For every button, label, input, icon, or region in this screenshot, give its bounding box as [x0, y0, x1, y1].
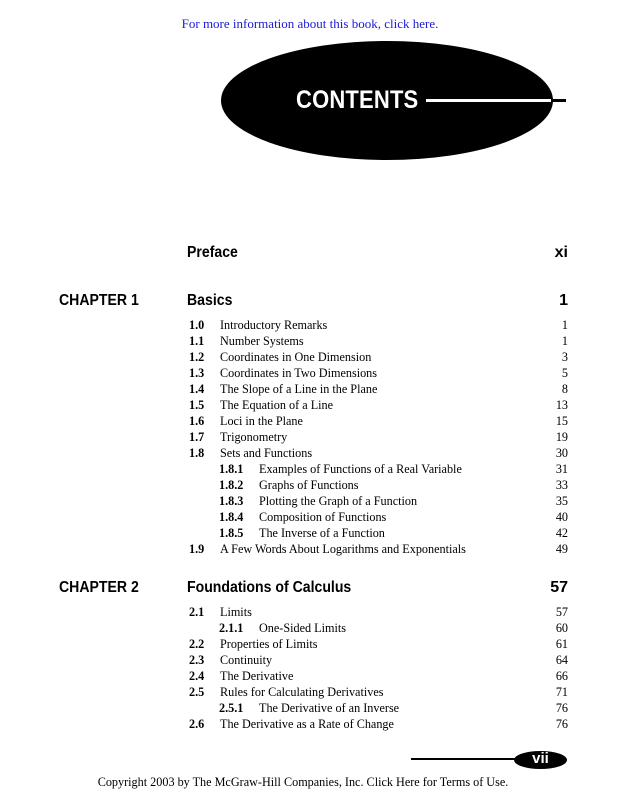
banner-rule-end	[551, 99, 566, 102]
chapter-title: Basics	[187, 292, 233, 309]
section-number: 1.1	[189, 334, 205, 348]
section-number: 2.1	[189, 605, 205, 619]
section-title: Plotting the Graph of a Function	[259, 494, 418, 508]
section-page: 1	[561, 334, 568, 348]
section-title: The Derivative of an Inverse	[259, 701, 400, 715]
toc-entry[interactable]	[0, 510, 620, 526]
toc-entry[interactable]	[0, 669, 620, 685]
section-page: 61	[555, 637, 568, 651]
section-title: Graphs of Functions	[259, 478, 359, 492]
chapter-page: 1	[559, 292, 568, 309]
section-number: 2.5.1	[219, 701, 244, 715]
section-number: 1.8.3	[219, 494, 244, 508]
section-number: 1.9	[189, 542, 205, 556]
toc-entry[interactable]	[0, 526, 620, 542]
contents-title: CONTENTS	[296, 86, 419, 114]
section-page: 40	[555, 510, 568, 524]
section-title: Composition of Functions	[259, 510, 387, 524]
section-title: One-Sided Limits	[259, 621, 346, 635]
chapter-page: 57	[550, 579, 568, 596]
toc-entry[interactable]	[0, 494, 620, 510]
section-number: 1.6	[189, 414, 205, 428]
banner-rule	[426, 99, 566, 102]
section-number: 2.2	[189, 637, 205, 651]
toc-entry[interactable]	[0, 685, 620, 701]
section-page: 64	[555, 653, 568, 667]
section-page: 49	[555, 542, 568, 556]
toc-entry[interactable]	[0, 350, 620, 366]
toc-entry[interactable]	[0, 334, 620, 350]
page-number: vii	[532, 750, 549, 767]
section-title: Coordinates in Two Dimensions	[220, 366, 378, 380]
section-number: 1.8.4	[219, 510, 244, 524]
section-title: Limits	[220, 605, 252, 619]
chapter-title: Foundations of Calculus	[187, 579, 352, 596]
toc-entry[interactable]	[0, 605, 620, 621]
section-page: 76	[555, 701, 568, 715]
section-title: The Equation of a Line	[220, 398, 334, 412]
section-page: 66	[555, 669, 568, 683]
section-page: 42	[555, 526, 568, 540]
toc-entry[interactable]	[0, 637, 620, 653]
toc-entry[interactable]	[0, 542, 620, 558]
section-page: 35	[555, 494, 568, 508]
section-number: 2.6	[189, 717, 205, 731]
section-page: 15	[555, 414, 568, 428]
section-title: Coordinates in One Dimension	[220, 350, 372, 364]
section-number: 1.8.1	[219, 462, 244, 476]
chapter-label: CHAPTER 1	[59, 292, 139, 309]
section-page: 1	[561, 318, 568, 332]
section-title: The Derivative as a Rate of Change	[220, 717, 394, 731]
section-page: 31	[555, 462, 568, 476]
toc-entry[interactable]	[0, 717, 620, 733]
toc-entry[interactable]	[0, 478, 620, 494]
toc-entry[interactable]	[0, 446, 620, 462]
section-number: 2.4	[189, 669, 205, 683]
section-number: 1.0	[189, 318, 205, 332]
toc-entry[interactable]	[0, 318, 620, 334]
section-title: Loci in the Plane	[220, 414, 303, 428]
section-title: Trigonometry	[220, 430, 288, 444]
section-number: 1.8.2	[219, 478, 244, 492]
toc-entry[interactable]	[0, 701, 620, 717]
section-number: 1.4	[189, 382, 205, 396]
section-title: Introductory Remarks	[220, 318, 328, 332]
section-page: 13	[555, 398, 568, 412]
section-page: 57	[555, 605, 568, 619]
section-title: The Inverse of a Function	[259, 526, 385, 540]
toc-entry[interactable]	[0, 462, 620, 478]
section-title: Rules for Calculating Derivatives	[220, 685, 384, 699]
section-title: Number Systems	[220, 334, 304, 348]
section-title: The Slope of a Line in the Plane	[220, 382, 378, 396]
section-page: 3	[561, 350, 568, 364]
section-title: Examples of Functions of a Real Variable	[259, 462, 462, 476]
section-number: 1.8.5	[219, 526, 244, 540]
preface-title: Preface	[187, 244, 238, 261]
more-info-link[interactable]: For more information about this book, click here.	[181, 16, 439, 31]
toc-entry[interactable]	[0, 382, 620, 398]
preface-page: xi	[554, 244, 568, 261]
section-page: 30	[555, 446, 568, 460]
section-number: 1.5	[189, 398, 205, 412]
section-page: 76	[555, 717, 568, 731]
section-page: 19	[555, 430, 568, 444]
section-number: 2.5	[189, 685, 205, 699]
section-number: 1.2	[189, 350, 205, 364]
toc-entry[interactable]	[0, 398, 620, 414]
section-title: Sets and Functions	[220, 446, 313, 460]
section-title: The Derivative	[220, 669, 294, 683]
section-page: 8	[561, 382, 568, 396]
section-title: Properties of Limits	[220, 637, 318, 651]
section-page: 60	[555, 621, 568, 635]
section-title: A Few Words About Logarithms and Exponentials	[220, 542, 466, 556]
section-page: 5	[561, 366, 568, 380]
section-number: 2.3	[189, 653, 205, 667]
toc-entry[interactable]	[0, 366, 620, 382]
section-number: 2.1.1	[219, 621, 244, 635]
section-page: 71	[555, 685, 568, 699]
section-page: 33	[555, 478, 568, 492]
toc-entry[interactable]	[0, 621, 620, 637]
copyright-notice[interactable]: Copyright 2003 by The McGraw-Hill Companies, Inc. Click Here for Terms of Use.	[97, 775, 509, 789]
section-number: 1.7	[189, 430, 205, 444]
toc-entry[interactable]	[0, 414, 620, 430]
toc-entry[interactable]	[0, 653, 620, 669]
section-number: 1.3	[189, 366, 205, 380]
footer-rule	[411, 758, 521, 760]
section-title: Continuity	[220, 653, 273, 667]
chapter-label: CHAPTER 2	[59, 579, 139, 596]
toc-entry[interactable]	[0, 430, 620, 446]
section-number: 1.8	[189, 446, 205, 460]
